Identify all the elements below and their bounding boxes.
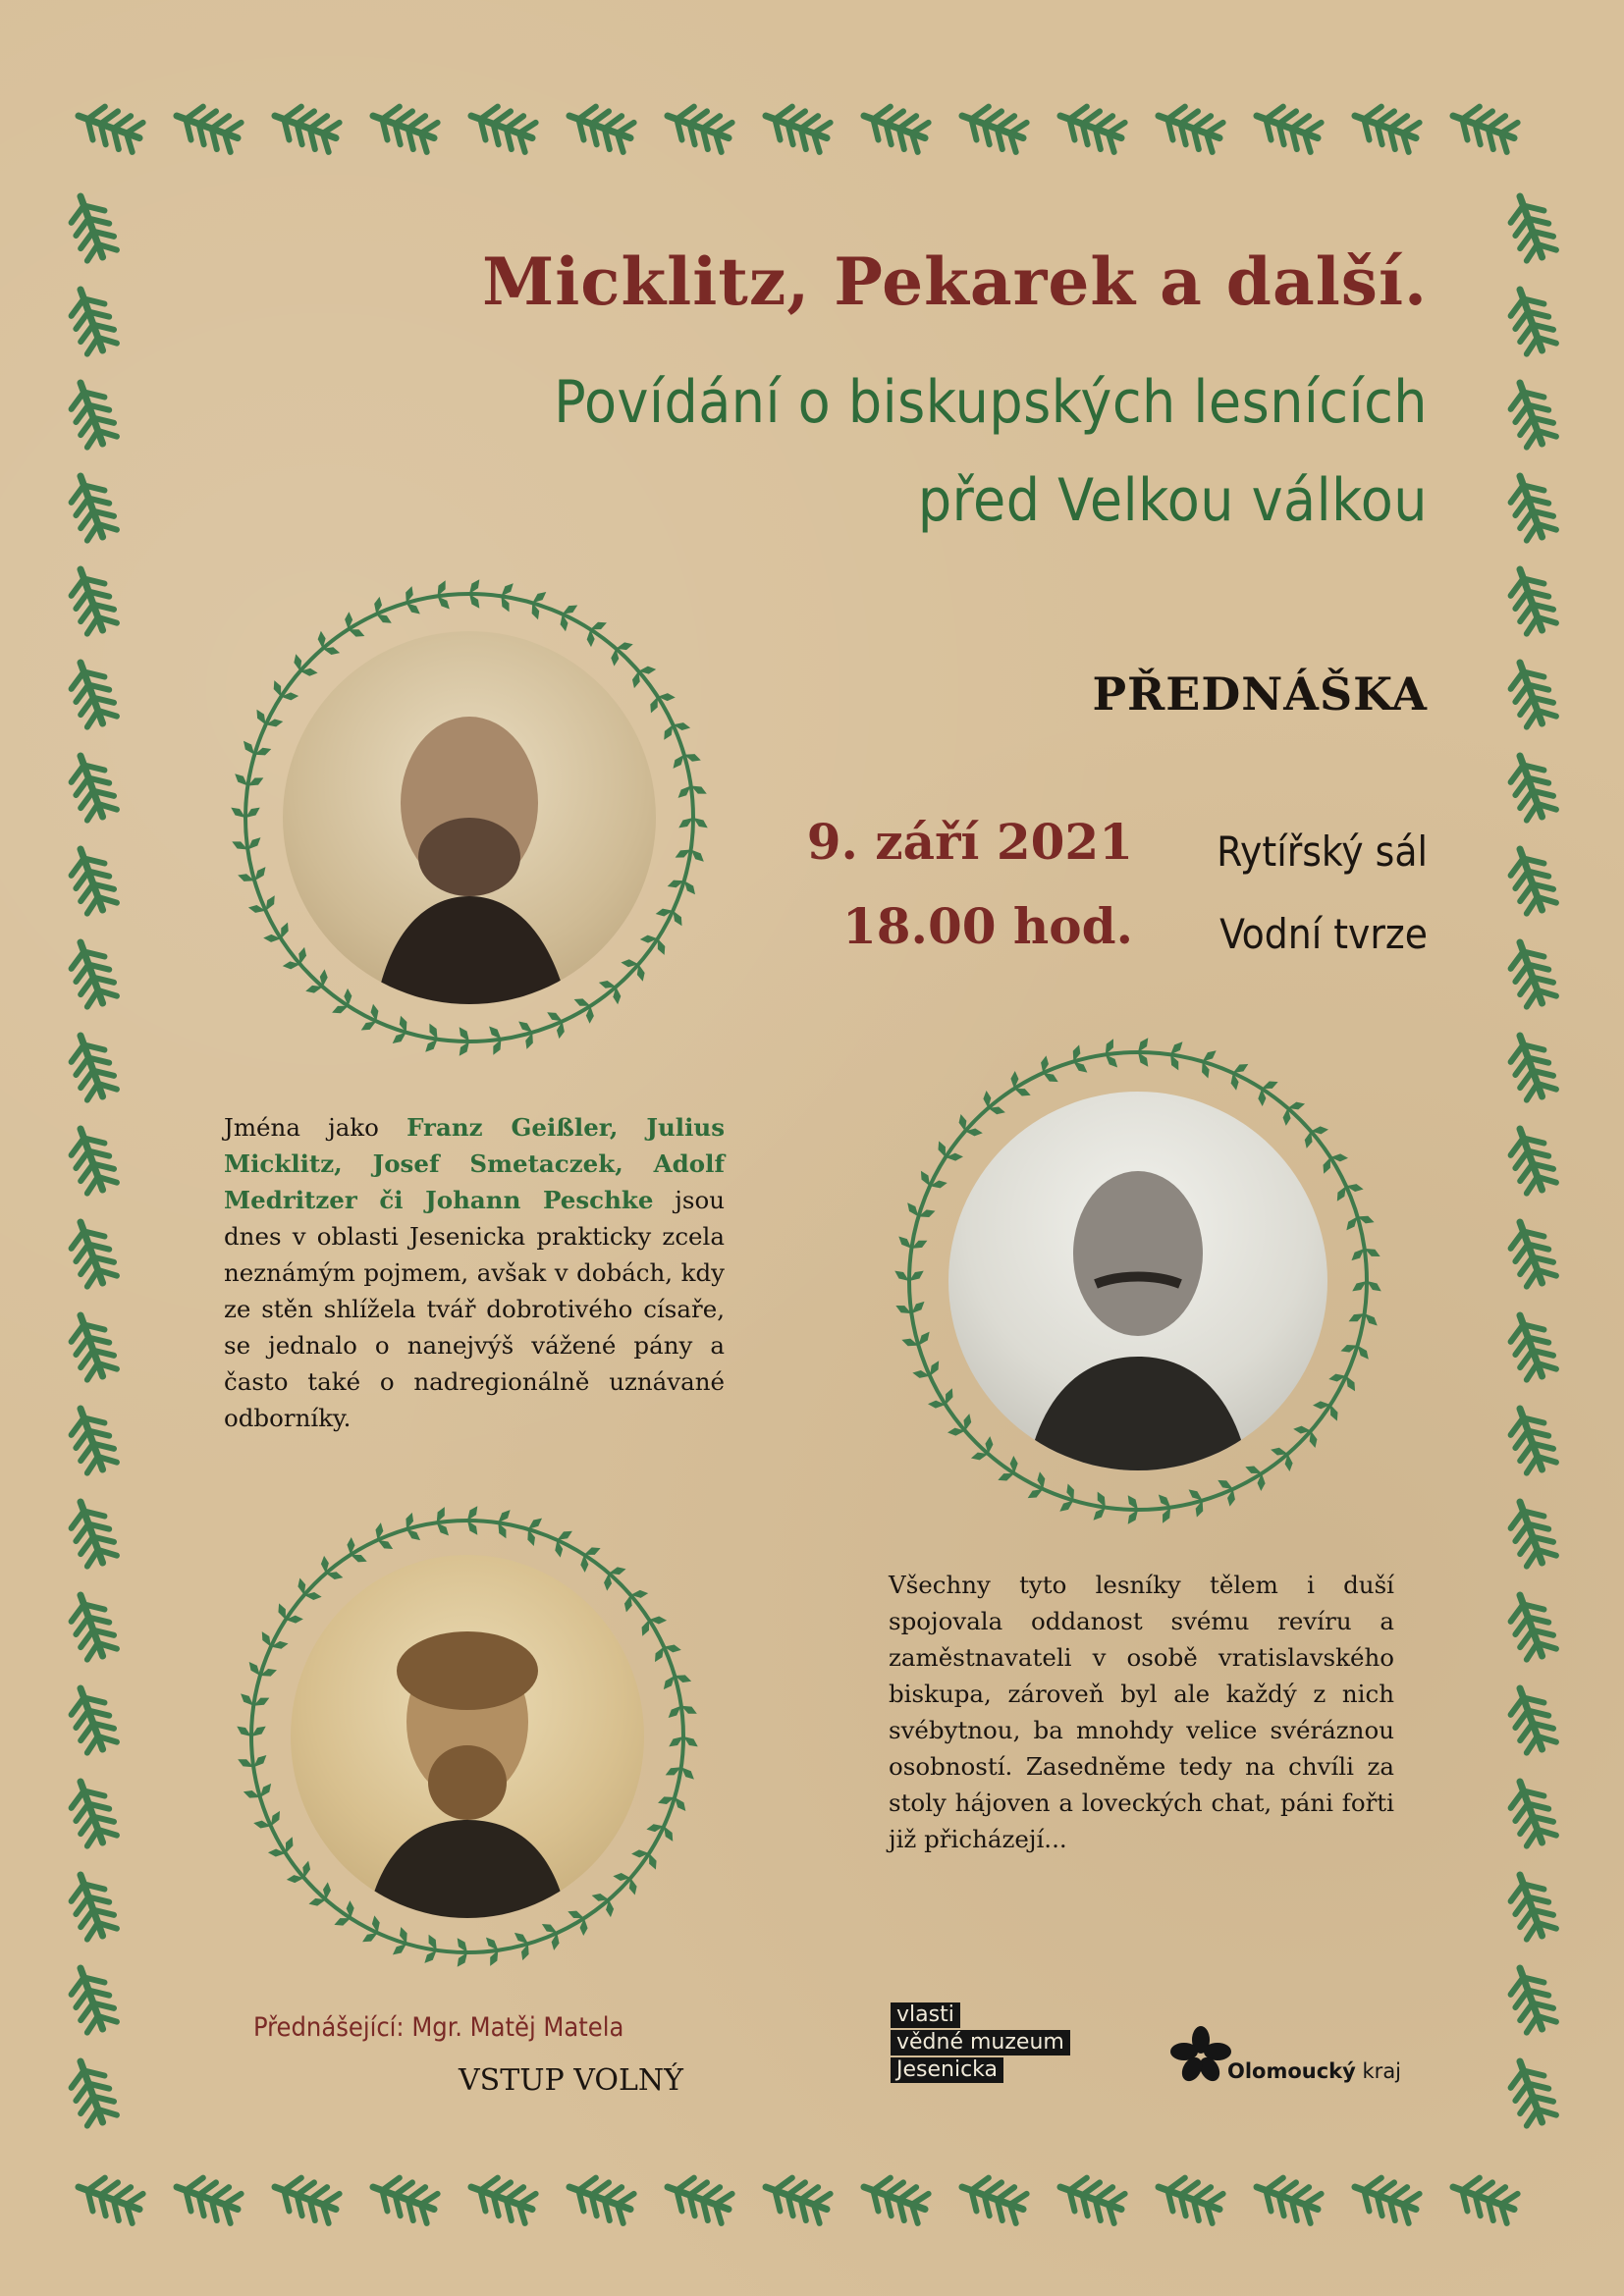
second-paragraph: Všechny tyto lesníky tělem i duší spojovala oddanost svému revíru a zaměstnavateli v osobě vratislavského biskupa, zároveň byl ale každý z nich svébytnou, ba mnohdy velice svéráznou osobností. Zasedněme tedy na chvíli za stoly hájoven a loveckých chat, páni fořti již přicházejí... bbox=[889, 1571, 1394, 1853]
fir-branch-icon bbox=[367, 99, 440, 154]
event-venue bbox=[1217, 811, 1428, 976]
fir-branch-icon bbox=[64, 284, 119, 356]
subtitle-line-2: před Velkou válkou bbox=[917, 466, 1428, 535]
fir-branch-icon bbox=[956, 2170, 1029, 2225]
portrait-photo-2 bbox=[948, 1092, 1327, 1470]
fir-branch-icon bbox=[64, 1216, 119, 1289]
fir-branch-icon bbox=[1503, 1216, 1558, 1289]
fir-branch-icon bbox=[1503, 1403, 1558, 1475]
fir-branch-icon bbox=[956, 99, 1029, 154]
fir-branch-icon bbox=[564, 2170, 636, 2225]
fir-branch-icon bbox=[64, 750, 119, 823]
fir-branch-icon bbox=[1503, 1123, 1558, 1196]
fir-branch-icon bbox=[1153, 99, 1225, 154]
fir-branch-icon bbox=[1349, 99, 1422, 154]
museum-logo bbox=[891, 2002, 1114, 2085]
fir-branch-icon bbox=[64, 470, 119, 543]
intro-paragraph bbox=[224, 1109, 725, 1436]
fir-branch-icon bbox=[1503, 1682, 1558, 1755]
fir-branch-icon bbox=[64, 936, 119, 1009]
museum-logo-line-3: Jesenicka bbox=[891, 2057, 1003, 2083]
fir-branch-icon bbox=[1503, 1030, 1558, 1102]
fir-branch-icon bbox=[269, 99, 342, 154]
speaker-line: Přednášející: Mgr. Matěj Matela bbox=[253, 2012, 624, 2043]
fir-branch-icon bbox=[465, 99, 538, 154]
fir-branch-icon bbox=[64, 1869, 119, 1942]
fir-branch-icon bbox=[1503, 1589, 1558, 1662]
fir-branch-icon bbox=[64, 2056, 119, 2128]
fir-branch-icon bbox=[1503, 750, 1558, 823]
fir-branch-icon bbox=[1503, 1309, 1558, 1382]
fir-branch-icon bbox=[1503, 1776, 1558, 1848]
fir-branch-icon bbox=[1503, 1962, 1558, 2035]
fir-branch-icon bbox=[64, 657, 119, 729]
fir-branch-icon bbox=[760, 99, 833, 154]
fir-branch-icon bbox=[1503, 284, 1558, 356]
olomoucky-kraj-logo bbox=[1166, 2022, 1432, 2091]
fir-branch-icon bbox=[1503, 470, 1558, 543]
region-name-rest: kraj bbox=[1355, 2059, 1402, 2083]
fir-branch-icon bbox=[1503, 377, 1558, 450]
event-time: 18.00 hod. bbox=[841, 897, 1133, 955]
portrait-photo-1 bbox=[283, 631, 656, 1004]
museum-logo-line-1: vlasti bbox=[891, 2002, 960, 2028]
lecture-label: PŘEDNÁŠKA bbox=[1092, 667, 1428, 721]
fir-branch-icon bbox=[64, 377, 119, 450]
fir-branch-icon bbox=[1447, 99, 1520, 154]
fir-branch-icon bbox=[367, 2170, 440, 2225]
fir-branch-icon bbox=[1503, 936, 1558, 1009]
fir-branch-icon bbox=[64, 1962, 119, 2035]
museum-logo-line-2: vědné muzeum bbox=[891, 2030, 1070, 2056]
fir-branch-icon bbox=[64, 1682, 119, 1755]
subtitle-line-1: Povídání o biskupských lesnících bbox=[554, 368, 1428, 437]
fir-branch-icon bbox=[1055, 2170, 1127, 2225]
venue-line-2: Vodní tvrze bbox=[1219, 910, 1428, 958]
fir-branch-icon bbox=[662, 2170, 734, 2225]
fir-branch-icon bbox=[64, 190, 119, 263]
poster-subtitle bbox=[348, 353, 1428, 550]
fir-branch-icon bbox=[1503, 190, 1558, 263]
fir-branch-icon bbox=[858, 2170, 931, 2225]
free-entry: VSTUP VOLNÝ bbox=[459, 2063, 683, 2098]
fir-branch-icon bbox=[64, 1123, 119, 1196]
fir-branch-icon bbox=[1503, 1869, 1558, 1942]
fir-branch-icon bbox=[1503, 657, 1558, 729]
region-name bbox=[1227, 2059, 1401, 2083]
fir-branch-icon bbox=[64, 1030, 119, 1102]
event-date-time bbox=[807, 800, 1133, 969]
fir-branch-icon bbox=[760, 2170, 833, 2225]
intro-text: Jména jako bbox=[224, 1113, 407, 1142]
fir-branch-icon bbox=[64, 1589, 119, 1662]
flower-logo-icon bbox=[1166, 2022, 1235, 2091]
event-date: 9. září 2021 bbox=[806, 813, 1133, 871]
fir-branch-icon bbox=[1503, 1496, 1558, 1569]
fir-branch-icon bbox=[73, 2170, 145, 2225]
fir-branch-icon bbox=[1447, 2170, 1520, 2225]
portrait-photo-3 bbox=[291, 1555, 644, 1918]
poster-title: Micklitz, Pekarek a další. bbox=[482, 243, 1428, 320]
fir-branch-icon bbox=[64, 1496, 119, 1569]
intro-rest: jsou dnes v oblasti Jesenicka prakticky zcela neznámým pojmem, avšak v dobách, kdy ze stěn shlížela tvář dobrotivého císaře, se jednalo o nanejvýš vážené pány a často také o nadregionálně uznávané odborníky. bbox=[224, 1186, 725, 1432]
fir-branch-icon bbox=[1503, 843, 1558, 916]
fir-branch-icon bbox=[1251, 2170, 1324, 2225]
fir-branch-icon bbox=[1055, 99, 1127, 154]
fir-branch-icon bbox=[171, 2170, 244, 2225]
region-name-bold: Olomoucký bbox=[1227, 2059, 1356, 2083]
fir-branch-icon bbox=[64, 1776, 119, 1848]
fir-branch-icon bbox=[1153, 2170, 1225, 2225]
fir-branch-icon bbox=[73, 99, 145, 154]
fir-branch-icon bbox=[1503, 2056, 1558, 2128]
fir-branch-icon bbox=[1503, 563, 1558, 636]
fir-branch-icon bbox=[64, 843, 119, 916]
fir-branch-icon bbox=[1251, 99, 1324, 154]
fir-branch-icon bbox=[64, 563, 119, 636]
fir-branch-icon bbox=[171, 99, 244, 154]
fir-branch-icon bbox=[64, 1403, 119, 1475]
fir-branch-icon bbox=[858, 99, 931, 154]
fir-branch-icon bbox=[269, 2170, 342, 2225]
fir-branch-icon bbox=[1349, 2170, 1422, 2225]
venue-line-1: Rytířský sál bbox=[1217, 828, 1428, 876]
fir-branch-icon bbox=[564, 99, 636, 154]
fir-branch-icon bbox=[662, 99, 734, 154]
fir-branch-icon bbox=[64, 1309, 119, 1382]
forester-names: Franz Geißler, Julius Micklitz, Josef Smetaczek, Adolf Medritzer či Johann Peschke bbox=[224, 1113, 725, 1214]
fir-branch-icon bbox=[465, 2170, 538, 2225]
